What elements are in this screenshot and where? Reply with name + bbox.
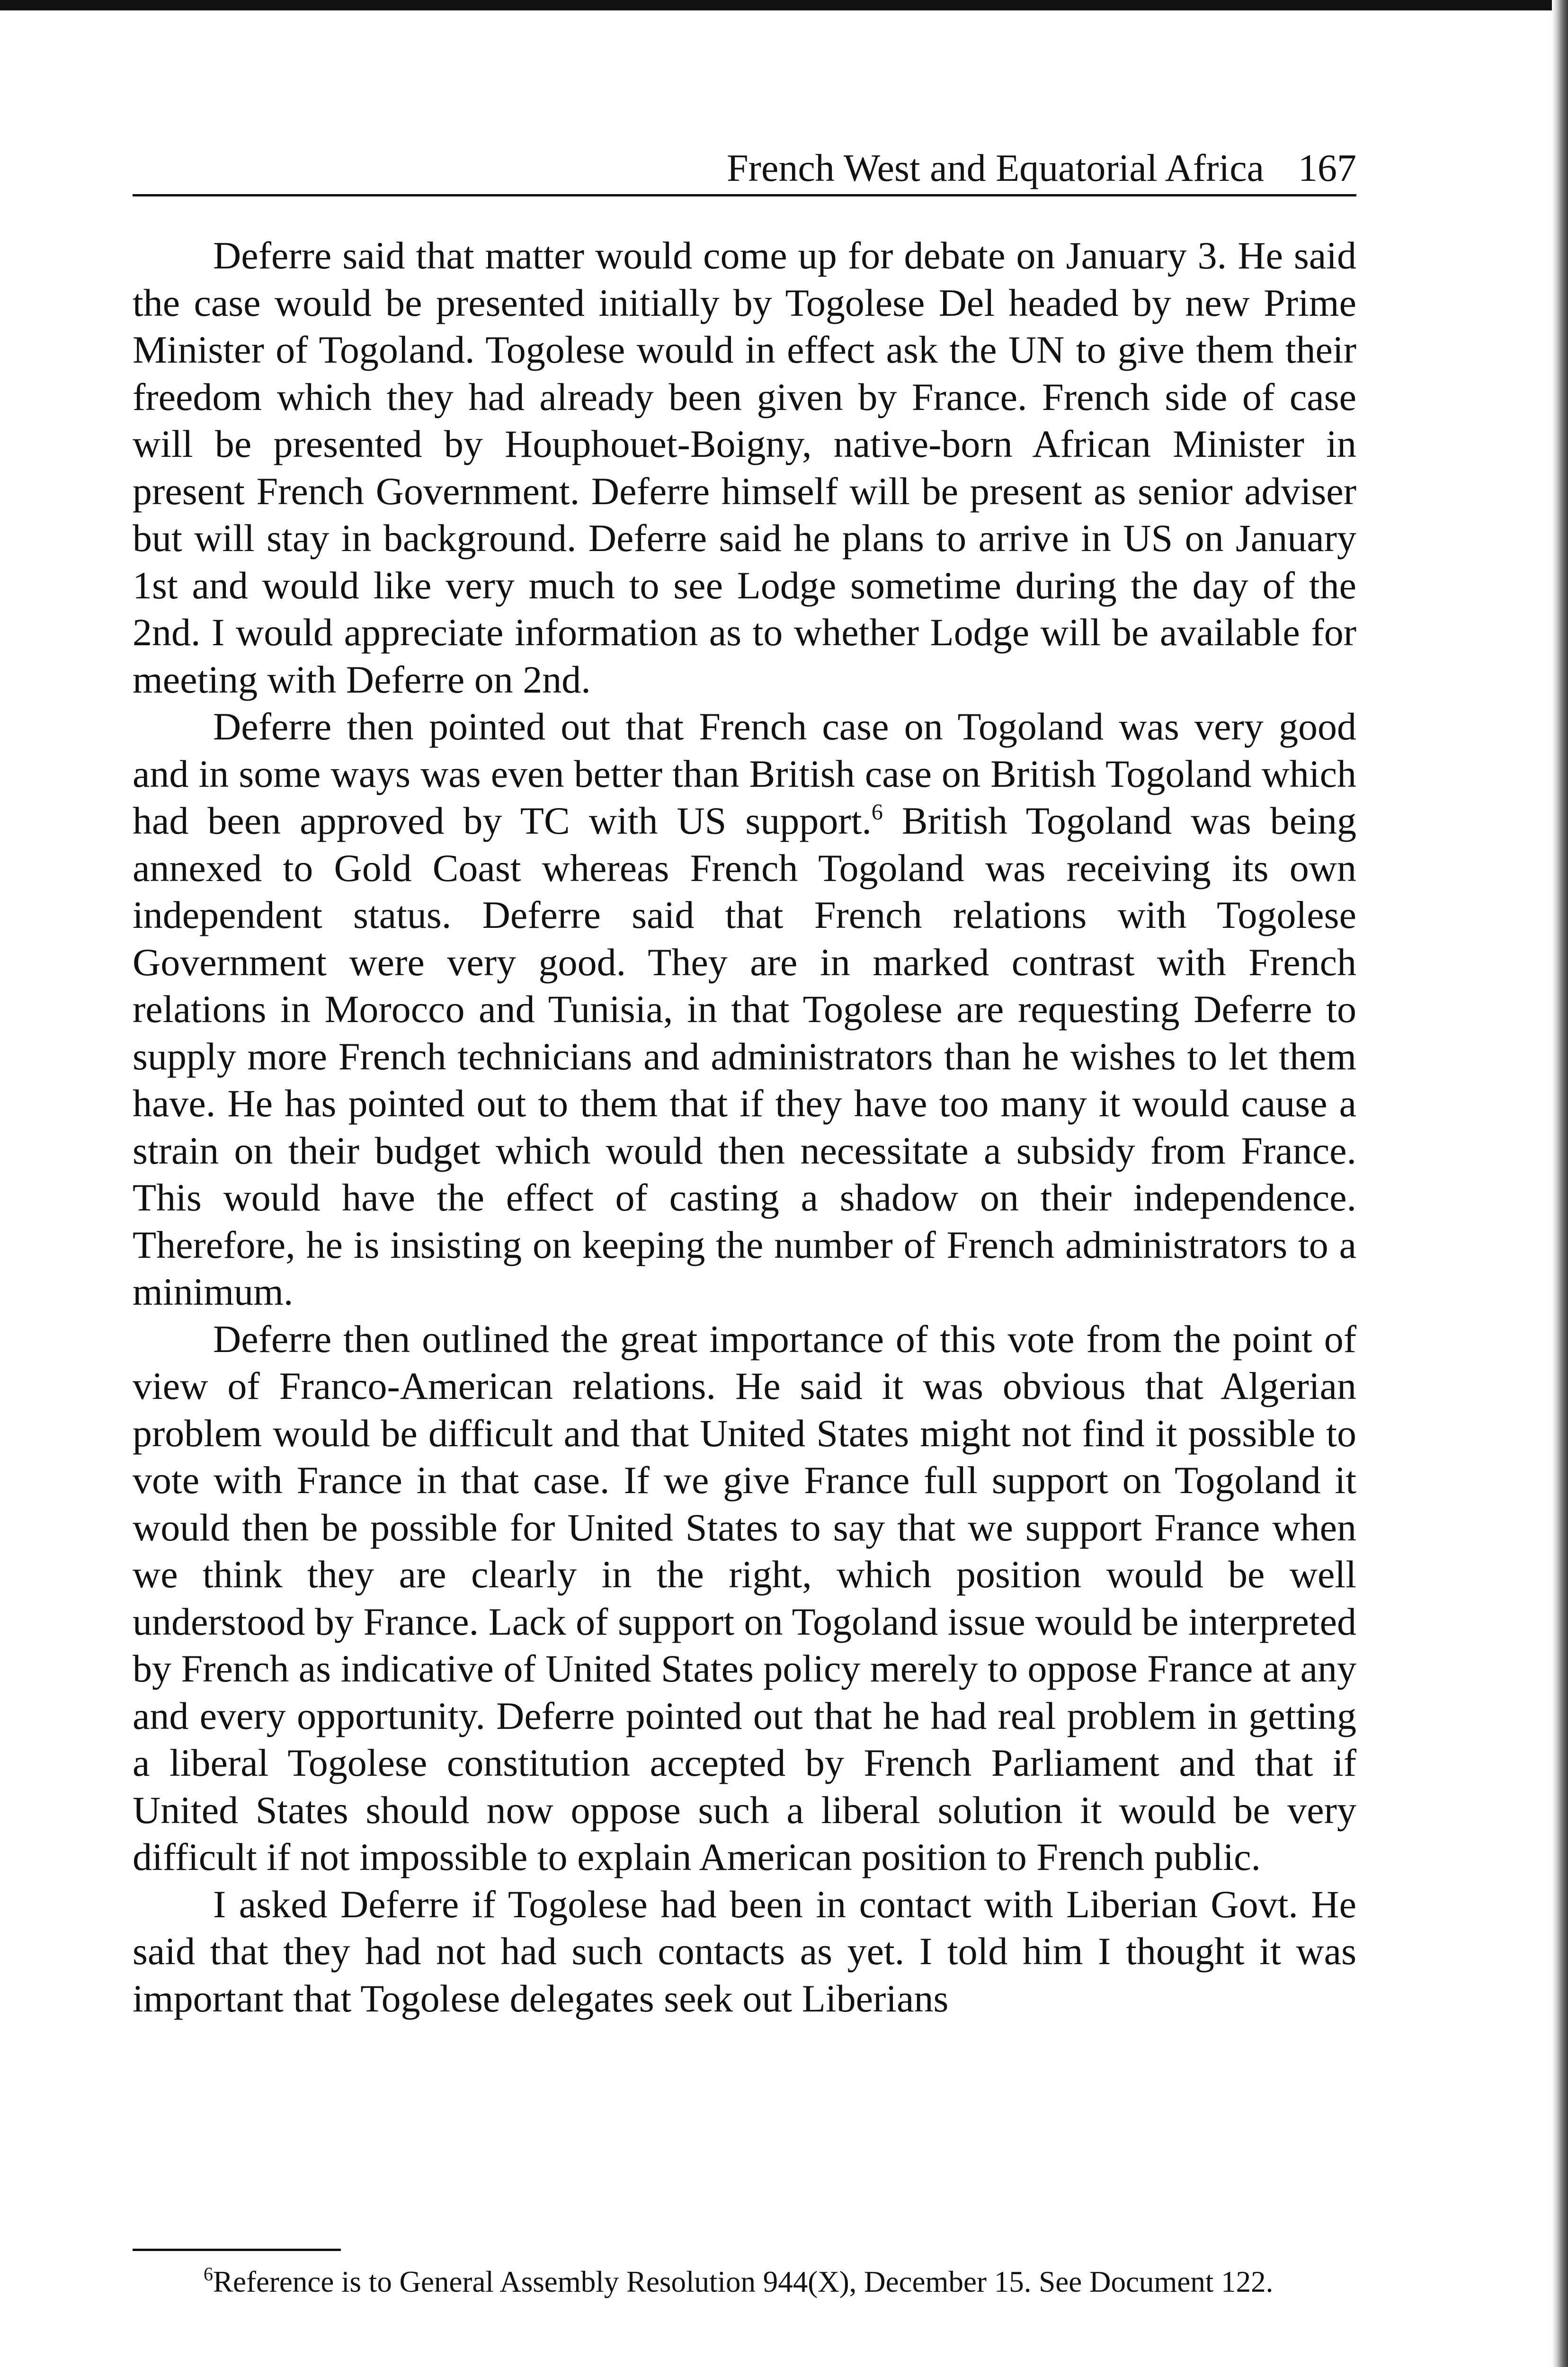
paragraph-1: Deferre said that matter would come up for debate on January 3. He said the case would be presented initially by Togolese Del headed by new Prime Minister of Togoland. Togolese would in effect ask the UN to give them their freedom which they had already been given by France. French side of case will be presented by Houphouet-Boigny, native-born African Minister in present French Government. Deferre himself will be present as senior adviser but will stay in background. Deferre said he plans to arrive in US on January 1st and would like very much to see Lodge sometime during the day of the 2nd. I would appreciate information as to whether Lodge will be available for meeting with Deferre on 2nd. [133,234,1356,701]
paragraph-2-part-2: British Togoland was being annexed to Gold Coast whereas French Togoland was receiving its own independent status. Deferre said that French relations with Togolese Government were very good. They are in marked contrast with French relations in Morocco and Tunisia, in that Togolese are requesting Deferre to supply more French technicians and administrators than he wishes to let them have. He has pointed out to them that if they have too many it would cause a strain on their budget which would then necessitate a subsidy from France. This would have the effect of casting a shadow on their independence. Therefore, he is insisting on keeping the number of French administrators to a minimum. [133,799,1356,1313]
running-head [133,142,1356,196]
footnote-marker: 6 [204,2263,213,2285]
page-top-border [0,0,1568,10]
page-right-edge-shadow [1552,0,1568,2367]
body-text [133,232,1356,2022]
running-title: French West and Equatorial Africa [727,146,1264,189]
footnote-reference-6: 6 [871,800,883,825]
footnote-rule [133,2249,341,2251]
paragraph-4: I asked Deferre if Togolese had been in contact with Liberian Govt. He said that they had not had such contacts as yet. I told him I thought it was important that Togolese delegates seek out Liberians [133,1882,1356,2020]
paragraph-2 [133,703,1356,1316]
footnote-6 [133,2260,1356,2303]
page-number: 167 [1298,146,1356,189]
paragraph-2-part-1: Deferre then pointed out that French case on Togoland was very good and in some ways was even better than British case on British Togoland which had been approved by TC with US support. [133,705,1356,842]
paragraph-3: Deferre then outlined the great importance of this vote from the point of view of Franco-American relations. He said it was obvious that Algerian problem would be difficult and that United States might not find it possible to vote with France in that case. If we give France full support on Togoland it would then be possible for United States to say that we support France when we think they are clearly in the right, which position would be well understood by France. Lack of support on Togoland issue would be interpreted by French as indicative of United States policy merely to oppose France at any and every opportunity. Deferre pointed out that he had real problem in getting a liberal Togolese constitution accepted by French Parliament and that if United States should now oppose such a liberal solution it would be very difficult if not impossible to explain American position to French public. [133,1317,1356,1878]
footnote-text: Reference is to General Assembly Resolution 944(X), December 15. See Document 122. [213,2265,1274,2298]
